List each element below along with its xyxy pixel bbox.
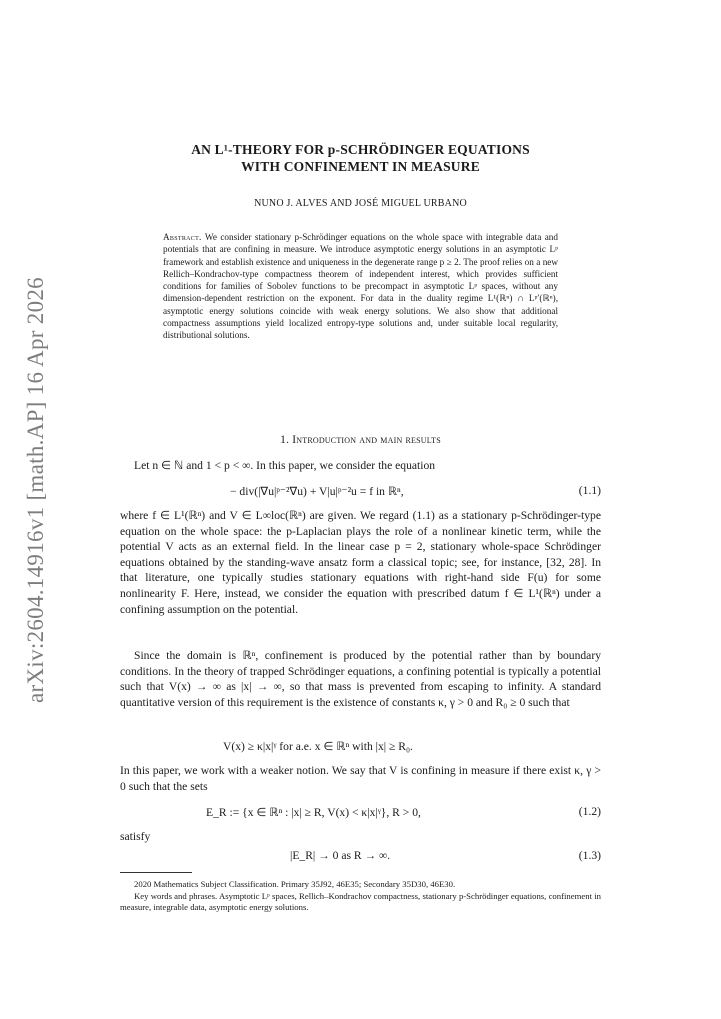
equation-1-3: [120, 849, 601, 865]
footnote-keywords: Key words and phrases. Asymptotic Lᵖ spaces, Rellich–Kondrachov compactness, stationary p-Schrödinger equations, confinement in measure, integrable data, asymptotic energy solutions.: [120, 891, 601, 913]
equation-1-1: [120, 484, 601, 500]
paragraph-intro: Let n ∈ ℕ and 1 < p < ∞. In this paper, we consider the equation: [134, 459, 436, 472]
equation-confining-bound: [120, 739, 601, 755]
equation-1-2-formula: E_R := {x ∈ ℝⁿ : |x| ≥ R, V(x) < κ|x|ᵞ}, R > 0,: [206, 806, 421, 819]
abstract-text: We consider stationary p-Schrödinger equations on the whole space with integrable data and potentials that are confining in measure. We introduce asymptotic energy solutions in an asymptotic Lᵖ framework and establish existence and uniqueness in the degenerate range p ≥ 2. The proof relies on a new Rellich–Kondrachov-type compactness theorem of independent interest, which provides sufficient conditions for families of Sobolev functions to be precompact in asymptotic Lᵖ spaces, without any dimension-dependent restriction on the exponent. For data in the duality regime L¹(ℝⁿ) ∩ Lᵖ′(ℝⁿ), asymptotic energy solutions coincide with weak energy solutions. We also show that additional compactness assumptions yield localized entropy-type solutions and, under suitable local regularity, distributional solutions.: [163, 232, 558, 341]
footnote-divider: [120, 872, 192, 873]
abstract: [163, 231, 558, 342]
paragraph-satisfy: satisfy: [120, 830, 151, 843]
abstract-label: Abstract.: [163, 232, 202, 242]
title-line-2: WITH CONFINEMENT IN MEASURE: [241, 159, 480, 174]
section-heading: 1. Introduction and main results: [280, 434, 441, 446]
equation-confining-bound-formula: V(x) ≥ κ|x|ᵞ for a.e. x ∈ ℝⁿ with |x| ≥ R₀.: [223, 740, 413, 753]
equation-1-1-formula: − div(|∇u|ᵖ⁻²∇u) + V|u|ᵖ⁻²u = f in ℝⁿ,: [230, 485, 404, 498]
equation-1-1-number: (1.1): [578, 484, 601, 497]
equation-1-3-number: (1.3): [578, 849, 601, 862]
arxiv-identifier-stamp: [14, 277, 58, 703]
footnote-msc: 2020 Mathematics Subject Classification. Primary 35J92, 46E35; Secondary 35D30, 46E30.: [134, 879, 456, 889]
title-line-1: AN L¹-THEORY FOR p-SCHRÖDINGER EQUATIONS: [191, 142, 530, 157]
paragraph-setup: where f ∈ L¹(ℝⁿ) and V ∈ L∞loc(ℝⁿ) are given. We regard (1.1) as a stationary p-Schrödinger-type equation on the whole space: the p-Laplacian plays the role of a nonlinear kinetic term, while the potential V acts as an external field. In the linear case p = 2, stationary whole-space Schrödinger equations obtained by the standing-wave ansatz form a classical topic; see, for instance, [32, 28]. In that literature, one typically studies stationary equations with right-hand side F(u) for some nonlinearity F. Here, instead, we consider the equation with prescribed datum f ∈ L¹(ℝⁿ) under a confining assumption on the potential.: [120, 509, 601, 616]
paper-title: [120, 141, 601, 175]
paragraph-weaker-notion: In this paper, we work with a weaker notion. We say that V is confining in measure if there exist κ, γ > 0 such that the sets: [120, 764, 601, 793]
equation-1-2: [120, 805, 601, 821]
paragraph-confinement: Since the domain is ℝⁿ, confinement is produced by the potential rather than by boundary conditions. In the theory of trapped Schrödinger equations, a confining potential is typically a potential such that V(x) → ∞ as |x| → ∞, so that mass is prevented from escaping to infinity. A standard quantitative version of this requirement is the existence of constants κ, γ > 0 and R₀ ≥ 0 such that: [120, 649, 601, 709]
author-list: NUNO J. ALVES AND JOSÉ MIGUEL URBANO: [254, 198, 467, 209]
equation-1-2-number: (1.2): [578, 805, 601, 818]
arxiv-identifier-text: arXiv:2604.14916v1 [math.AP] 16 Apr 2026: [23, 277, 48, 703]
equation-1-3-formula: |E_R| → 0 as R → ∞.: [290, 849, 391, 862]
